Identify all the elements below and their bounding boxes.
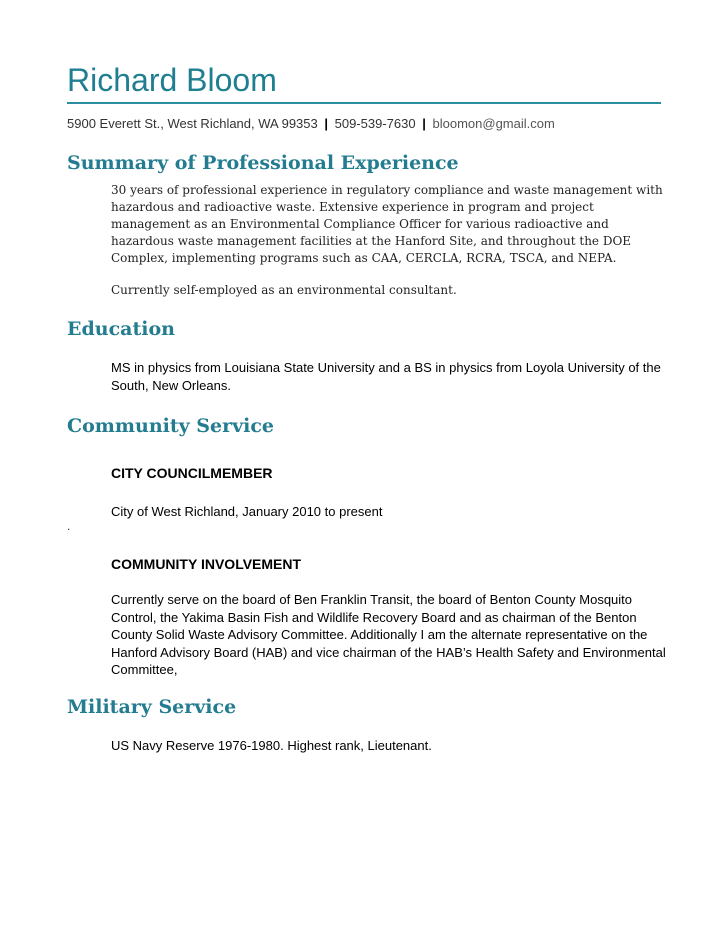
community-involvement-text: Currently serve on the board of Ben Franklin Transit, the board of Benton County Mosquito Control, the Yakima Basin Fish and Wildlife Recovery Board and as chairman of the Benton County Solid Waste Advisory Committee. Additionally I am the alternate representative on the Hanford Advisory Board (HAB) and vice chairman of the HAB’s Health Safety and Environmental Committee, xyxy=(111,592,666,677)
city-councilmember-title: CITY COUNCILMEMBER xyxy=(111,465,273,481)
stray-mark: . xyxy=(67,519,71,533)
summary-current-status: Currently self-employed as an environmental consultant. xyxy=(111,283,457,297)
military-heading: Military Service xyxy=(67,696,237,718)
header-divider xyxy=(67,102,661,104)
community-involvement-title: COMMUNITY INVOLVEMENT xyxy=(111,556,302,572)
education-heading: Education xyxy=(67,318,175,340)
contact-separator: | xyxy=(422,116,426,131)
phone: 509-539-7630 xyxy=(334,116,416,131)
resume-name: Richard Bloom xyxy=(67,62,277,98)
summary-heading: Summary of Professional Experience xyxy=(67,152,459,174)
contact-separator: | xyxy=(324,116,329,131)
contact-line xyxy=(67,115,555,133)
city-councilmember-text: City of West Richland, January 2010 to present xyxy=(111,504,383,519)
email: bloomon@gmail.com xyxy=(432,116,555,131)
education-text: MS in physics from Louisiana State University and a BS in physics from Loyola University of the South, New Orleans. xyxy=(111,360,661,393)
summary-paragraph: 30 years of professional experience in regulatory compliance and waste management with hazardous and radioactive waste. Extensive experience in program and project management as an Environmental Compliance Officer for various radioactive and hazardous waste management facilities at the Hanford Site, and throughout the DOE Complex, implementing programs such as CAA, CERCLA, RCRA, TSCA, and NEPA. xyxy=(111,183,663,265)
military-text: US Navy Reserve 1976-1980. Highest rank, Lieutenant. xyxy=(111,738,432,753)
community-heading: Community Service xyxy=(67,415,275,437)
address: 5900 Everett St., West Richland, WA 99353 xyxy=(67,116,318,131)
